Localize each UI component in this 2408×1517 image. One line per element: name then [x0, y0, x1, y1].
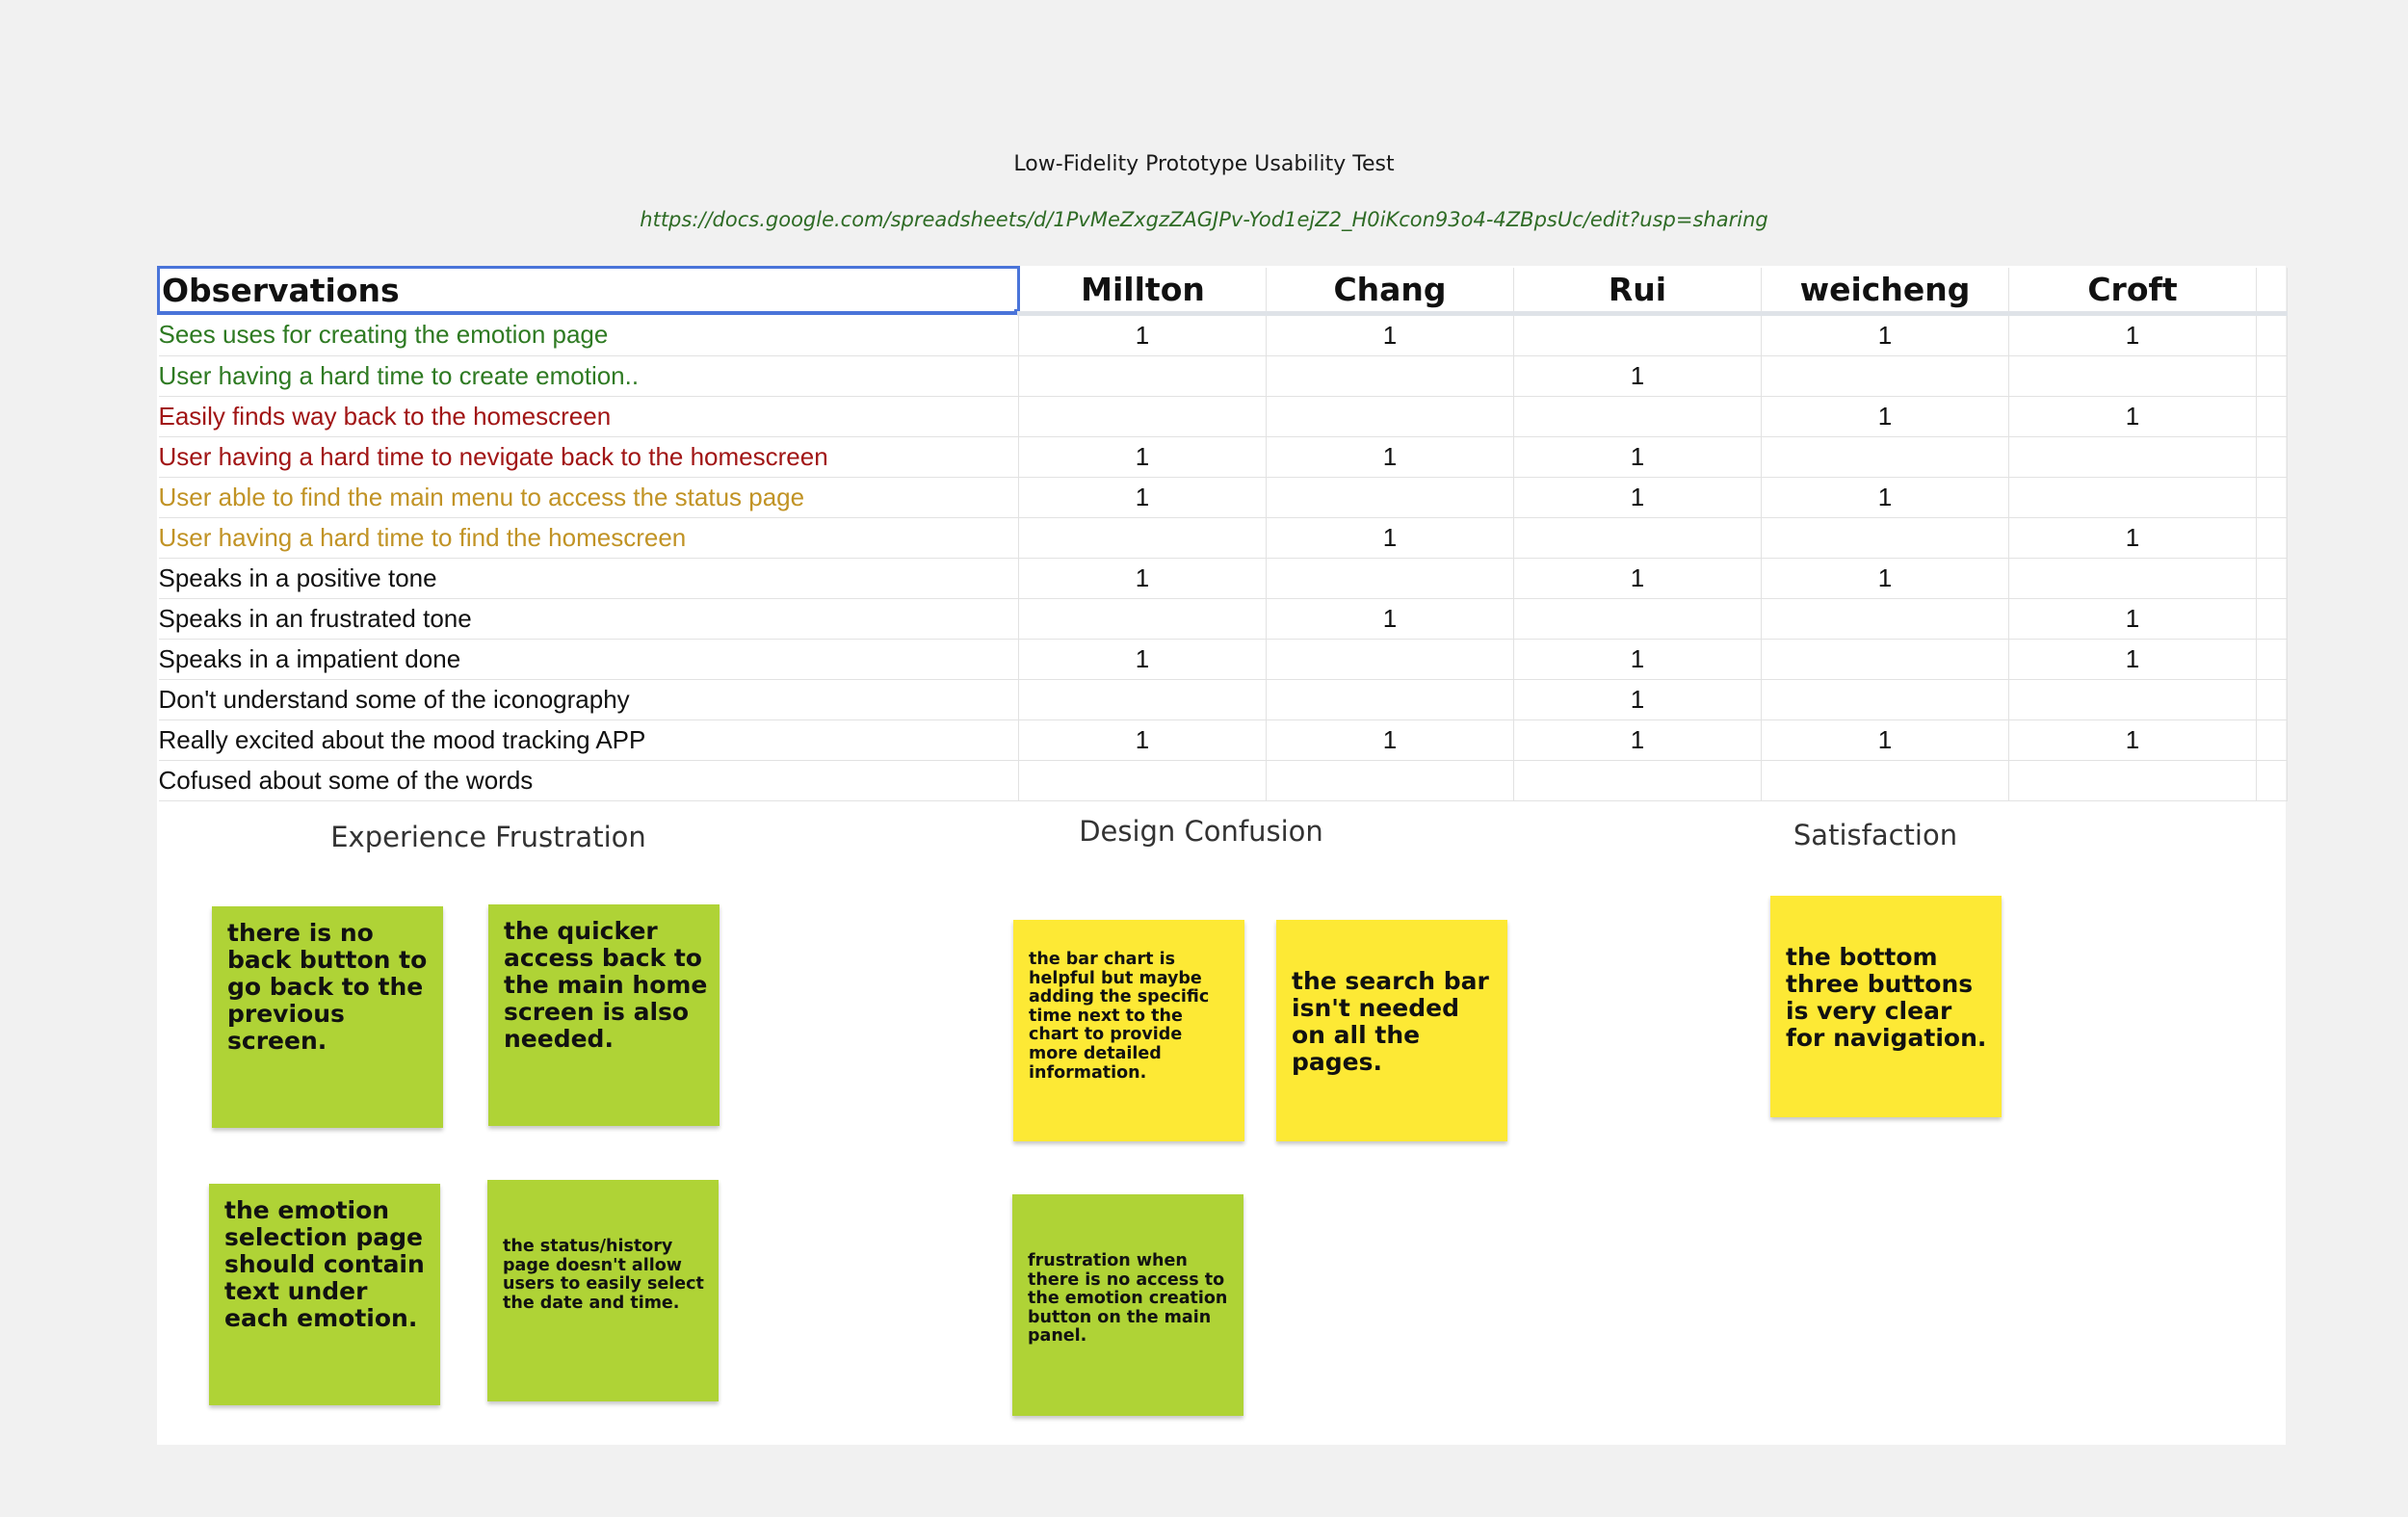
observation-cell[interactable]: Speaks in an frustrated tone [159, 598, 1019, 639]
count-cell[interactable]: 1 [1267, 436, 1514, 477]
empty-cell[interactable] [2257, 477, 2288, 517]
spreadsheet-link[interactable]: https://docs.google.com/spreadsheets/d/1PvMeZxgzZAGJPv-Yod1ejZ2_H0iKcon93o4-4ZBpsUc/edit?usp=sharing [640, 208, 1768, 231]
table-body [159, 313, 2288, 800]
count-cell[interactable]: 1 [2009, 517, 2257, 558]
count-cell[interactable] [1019, 598, 1267, 639]
table-row [159, 760, 2288, 800]
count-cell[interactable] [1762, 436, 2009, 477]
count-cell[interactable]: 1 [1762, 477, 2009, 517]
count-cell[interactable]: 1 [1514, 639, 1762, 679]
observation-cell[interactable]: User able to find the main menu to access the status page [159, 477, 1019, 517]
observation-cell[interactable]: User having a hard time to nevigate back to the homescreen [159, 436, 1019, 477]
count-cell[interactable] [1019, 679, 1267, 719]
count-cell[interactable]: 1 [1267, 517, 1514, 558]
page-title: Low-Fidelity Prototype Usability Test [1013, 152, 1395, 176]
count-cell[interactable] [1267, 760, 1514, 800]
column-header-millton[interactable]: Millton [1019, 268, 1267, 314]
count-cell[interactable] [1514, 760, 1762, 800]
count-cell[interactable] [1762, 355, 2009, 396]
table-row [159, 639, 2288, 679]
empty-cell[interactable] [2257, 313, 2288, 355]
sticky-note[interactable]: the emotion selection page should contain text under each emotion. [209, 1184, 440, 1405]
table-row [159, 558, 2288, 598]
count-cell[interactable]: 1 [1762, 396, 2009, 436]
column-header-chang[interactable]: Chang [1267, 268, 1514, 314]
column-header-empty[interactable] [2257, 268, 2288, 314]
empty-cell[interactable] [2257, 760, 2288, 800]
count-cell[interactable] [1019, 355, 1267, 396]
group-title-frustration: Experience Frustration [330, 821, 646, 853]
count-cell[interactable] [1267, 558, 1514, 598]
count-cell[interactable]: 1 [2009, 396, 2257, 436]
table-row [159, 719, 2288, 760]
count-cell[interactable] [1762, 639, 2009, 679]
count-cell[interactable] [1267, 477, 1514, 517]
count-cell[interactable] [2009, 355, 2257, 396]
count-cell[interactable]: 1 [2009, 313, 2257, 355]
table-row [159, 477, 2288, 517]
count-cell[interactable] [1267, 396, 1514, 436]
count-cell[interactable]: 1 [1514, 477, 1762, 517]
count-cell[interactable]: 1 [1762, 719, 2009, 760]
count-cell[interactable]: 1 [1514, 355, 1762, 396]
column-header-croft[interactable]: Croft [2009, 268, 2257, 314]
count-cell[interactable] [1514, 313, 1762, 355]
sticky-note[interactable]: the search bar isn't needed on all the pages. [1276, 920, 1507, 1141]
sticky-note[interactable]: the quicker access back to the main home screen is also needed. [488, 904, 720, 1126]
count-cell[interactable]: 1 [1019, 313, 1267, 355]
table-row [159, 355, 2288, 396]
empty-cell[interactable] [2257, 558, 2288, 598]
observation-cell[interactable]: Speaks in a impatient done [159, 639, 1019, 679]
table-row [159, 679, 2288, 719]
empty-cell[interactable] [2257, 598, 2288, 639]
empty-cell[interactable] [2257, 355, 2288, 396]
observations-table [157, 266, 2288, 801]
count-cell[interactable]: 1 [1267, 313, 1514, 355]
observation-cell[interactable]: Cofused about some of the words [159, 760, 1019, 800]
observation-cell[interactable]: Don't understand some of the iconography [159, 679, 1019, 719]
count-cell[interactable]: 1 [1019, 477, 1267, 517]
count-cell[interactable]: 1 [1514, 558, 1762, 598]
count-cell[interactable] [1514, 598, 1762, 639]
count-cell[interactable]: 1 [1267, 719, 1514, 760]
count-cell[interactable] [1019, 517, 1267, 558]
count-cell[interactable] [2009, 436, 2257, 477]
sticky-note[interactable]: there is no back button to go back to the previous screen. [212, 906, 443, 1128]
count-cell[interactable] [1762, 598, 2009, 639]
table-row [159, 396, 2288, 436]
sticky-note[interactable]: the bottom three buttons is very clear for navigation. [1770, 896, 2002, 1117]
column-header-weicheng[interactable]: weicheng [1762, 268, 2009, 314]
count-cell[interactable]: 1 [1514, 436, 1762, 477]
count-cell[interactable] [1762, 517, 2009, 558]
column-header-observations[interactable]: Observations [159, 268, 1019, 314]
count-cell[interactable]: 1 [1514, 679, 1762, 719]
table-row [159, 517, 2288, 558]
observation-cell[interactable]: Easily finds way back to the homescreen [159, 396, 1019, 436]
observation-cell[interactable]: User having a hard time to find the homescreen [159, 517, 1019, 558]
column-header-rui[interactable]: Rui [1514, 268, 1762, 314]
count-cell[interactable]: 1 [1762, 313, 2009, 355]
empty-cell[interactable] [2257, 517, 2288, 558]
group-title-satisfaction: Satisfaction [1793, 819, 1958, 851]
count-cell[interactable]: 1 [1019, 719, 1267, 760]
count-cell[interactable] [1019, 760, 1267, 800]
count-cell[interactable] [1762, 679, 2009, 719]
observation-cell[interactable]: User having a hard time to create emotion.. [159, 355, 1019, 396]
count-cell[interactable]: 1 [1514, 719, 1762, 760]
sticky-note[interactable]: the status/history page doesn't allow users to easily select the date and time. [487, 1180, 719, 1401]
count-cell[interactable]: 1 [2009, 598, 2257, 639]
count-cell[interactable] [1514, 396, 1762, 436]
count-cell[interactable] [1267, 355, 1514, 396]
count-cell[interactable] [1019, 396, 1267, 436]
board [157, 266, 2286, 1445]
empty-cell[interactable] [2257, 679, 2288, 719]
sticky-note[interactable]: frustration when there is no access to the emotion creation button on the main panel. [1012, 1194, 1243, 1416]
table-row [159, 436, 2288, 477]
count-cell[interactable]: 1 [1019, 436, 1267, 477]
count-cell[interactable] [1267, 639, 1514, 679]
table-row [159, 313, 2288, 355]
count-cell[interactable] [1267, 679, 1514, 719]
count-cell[interactable] [2009, 760, 2257, 800]
empty-cell[interactable] [2257, 436, 2288, 477]
count-cell[interactable] [1514, 517, 1762, 558]
count-cell[interactable]: 1 [1019, 558, 1267, 598]
empty-cell[interactable] [2257, 719, 2288, 760]
count-cell[interactable]: 1 [1267, 598, 1514, 639]
group-title-confusion: Design Confusion [1079, 815, 1323, 848]
table-row [159, 598, 2288, 639]
count-cell[interactable]: 1 [1762, 558, 2009, 598]
count-cell[interactable]: 1 [2009, 639, 2257, 679]
sticky-note[interactable]: the bar chart is helpful but maybe adding the specific time next to the chart to provide more detailed information. [1013, 920, 1244, 1141]
empty-cell[interactable] [2257, 396, 2288, 436]
count-cell[interactable] [1762, 760, 2009, 800]
count-cell[interactable] [2009, 679, 2257, 719]
observation-cell[interactable]: Speaks in a positive tone [159, 558, 1019, 598]
count-cell[interactable] [2009, 558, 2257, 598]
count-cell[interactable] [2009, 477, 2257, 517]
header-row [159, 268, 2288, 314]
observation-cell[interactable]: Really excited about the mood tracking APP [159, 719, 1019, 760]
empty-cell[interactable] [2257, 639, 2288, 679]
count-cell[interactable]: 1 [1019, 639, 1267, 679]
observation-cell[interactable]: Sees uses for creating the emotion page [159, 313, 1019, 355]
count-cell[interactable]: 1 [2009, 719, 2257, 760]
